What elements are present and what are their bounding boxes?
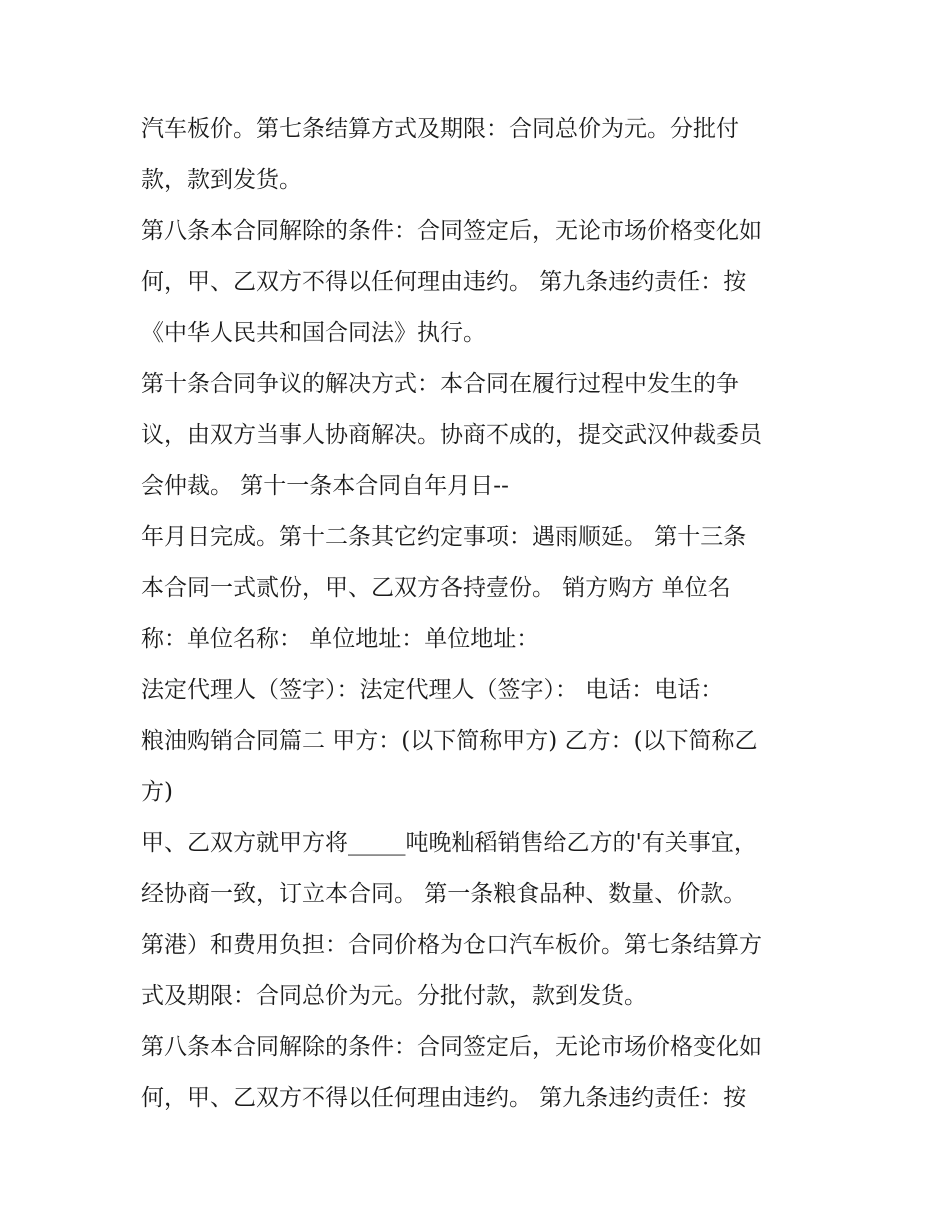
text-line: 第八条本合同解除的条件：合同签定后，无论市场价格变化如 [141, 218, 762, 244]
text-line: 年月日完成。第十二条其它约定事项：遇雨顺延。 第十三条 [141, 524, 747, 550]
text-line: 《中华人民共和国合同法》执行。 [141, 320, 486, 346]
text-line: 何，甲、乙双方不得以任何理由违约。 第九条违约责任：按 [141, 269, 747, 295]
text-line: 经协商一致，订立本合同。 第一条粮食品种、数量、价款。 [141, 881, 747, 907]
text-line: 第港）和费用负担：合同价格为仓口汽车板价。第七条结算方 [141, 932, 762, 958]
text-line: 第八条本合同解除的条件：合同签定后，无论市场价格变化如 [141, 1034, 762, 1060]
text-line: 第十条合同争议的解决方式：本合同在履行过程中发生的争 [141, 371, 739, 397]
text-line: 方) [141, 779, 173, 805]
text-line: 汽车板价。第七条结算方式及期限：合同总价为元。分批付 [141, 116, 739, 142]
text-line: 式及期限：合同总价为元。分批付款，款到发货。 [141, 983, 647, 1009]
text-line: 会仲裁。 第十一条本合同自年月日-- [141, 473, 509, 499]
text-line: 何，甲、乙双方不得以任何理由违约。 第九条违约责任：按 [141, 1085, 747, 1111]
text-line: 粮油购销合同篇二 甲方：(以下简称甲方) 乙方：(以下简称乙 [141, 728, 758, 754]
text-line: 甲、乙双方就甲方将_____吨晚籼稻销售给乙方的'有关事宜， [141, 830, 757, 856]
text-line: 款，款到发货。 [141, 167, 302, 193]
text-line: 议，由双方当事人协商解决。协商不成的，提交武汉仲裁委员 [141, 422, 762, 448]
text-line: 称：单位名称： 单位地址：单位地址： [141, 626, 540, 652]
text-line: 法定代理人（签字）：法定代理人（签字）： 电话：电话： [141, 677, 724, 703]
text-line: 本合同一式贰份，甲、乙双方各持壹份。 销方购方 单位名 [141, 575, 731, 601]
contract-text [141, 104, 831, 1124]
